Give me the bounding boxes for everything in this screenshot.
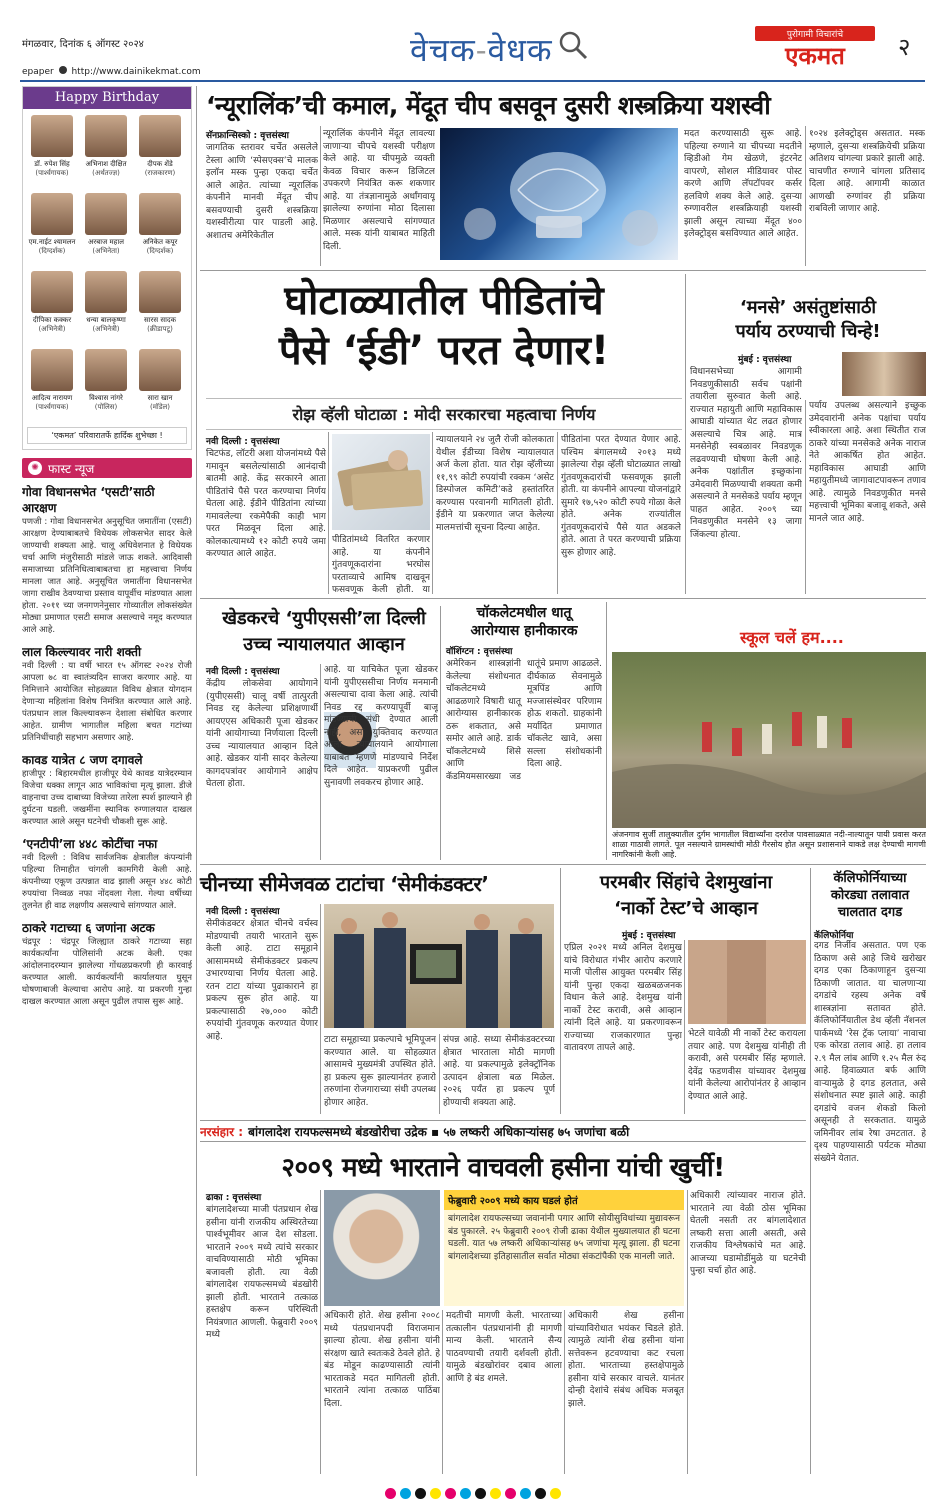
chocolate-body: अमेरिकन शास्त्रज्ञांनी केलेल्या संशोधनात चॉकलेटमध्ये आढळणारे विषारी धातू आरोग्यास हानीकारक ठरू शकतात, असे समोर आले आहे. डार्क चॉकलेटमध्ये शिसे आणि कॅडमियमसारख्या जड धातूंचे प्रमाण आढळले. दीर्घकाळ सेवनामुळे मूत्रपिंड आणि मज्जासंस्थेवर परिणाम होऊ शकतो. ग्राहकांनी मर्यादित प्रमाणात चॉकलेट खावे, असा सल्ला संशोधकांनी दिला आहे.: [446, 659, 602, 782]
birthday-name: सारस सादक: [143, 316, 176, 324]
tata-col3: संपन्न आहे. सध्या सेमीकंडक्टरच्या क्षेत्रात भारताला मोठी मागणी आहे. या प्रकल्पामुळे इलेक्ट्रॉनिक उत्पादन क्षेत्राला बळ मिळेल. २०२६ पर्यंत हा प्रकल्प पूर्ण होण्याची शक्यता आहे.: [443, 1035, 555, 1108]
ed-col4: पीडितांना परत देण्यात येणार आहे. पश्चिम बंगालमध्ये २०१३ मध्ये झालेल्या रोझ व्हॅली घोटाळ्यात लाखो गुंतवणूकदारांची फसवणूक झाली होती. या कंपनीने आपल्या योजनांद्वारे सुमारे १७,५२० कोटी रुपये गोळा केले होते. अनेक राज्यांतील गुंतवणूकदारांचे पैसे यात अडकले होते. आता ते परत करण्याची प्रक्रिया सुरू होणार आहे.: [561, 435, 681, 558]
section-title-b: वेधक: [487, 31, 553, 69]
banner-kicker: नरसंहार :: [200, 1125, 244, 1139]
fast-news-item-body: चंद्रपूर : चंद्रपूर जिल्ह्यात ठाकरे गटाच्या सहा कार्यकर्त्यांना पोलिसांनी अटक केली. एका आंदोलनादरम्यान झालेल्या गोंधळप्रकरणी ही कारवाई करण्यात आली. कार्यकर्त्यांनी कार्यालयात घुसून घोषणाबाजी केल्याचा आरोप आहे. या प्रकरणी गुन्हा दाखल करण्यात आला असून पुढील तपास सुरू आहे.: [22, 937, 192, 1007]
fast-news-header: [22, 458, 192, 478]
manse-col1: विधानसभेच्या आगामी निवडणुकीसाठी सर्वच पक्षांनी तयारीला सुरुवात केली आहे. राज्यात महायुती आणि महाविकास आघाडी यांच्यात थेट लढत होणार असल्याचे चित्र आहे. मात्र मनसेनेही स्वबळावर निवडणूक लढवण्याची घोषणा केली आहे. अनेक पक्षांतील इच्छुकांना उमेदवारी मिळण्याची शक्यता कमी असल्याने ते मनसेकडे पर्याय म्हणून पाहत आहेत. २००९ च्या निवडणुकीत मनसेने १३ जागा जिंकल्या होत्या.: [690, 367, 802, 540]
birthday-name: अभिनाश दीक्षित: [85, 160, 127, 168]
brand-block: [755, 26, 875, 72]
hasina-col3: मदतीची मागणी केली. भारताच्या तत्कालीन पंतप्रधानांनी ही मागणी मान्य केली. भारताने सैन्य पाठवण्याची तयारी दर्शवली होती. यामुळे बंडखोरांवर दबाव आला आणि हे बंड शमले.: [446, 1311, 562, 1384]
fast-news-item-head: गोवा विधानसभेत ‘एसटी’साठी आरक्षण: [22, 485, 155, 515]
brain-chip-image: [440, 128, 678, 260]
birthday-role: (अभिनेता): [92, 247, 120, 255]
hasina-box-title: फेब्रुवारी २००९ मध्ये काय घडलं होतं: [444, 1190, 684, 1210]
khedkar-headline: [206, 606, 442, 658]
california-headline: [814, 870, 926, 921]
birthday-card: [135, 349, 185, 425]
registration-dot: [430, 1488, 441, 1499]
manse-headline-line1: ‘मनसे’ असंतुष्टांसाठी: [739, 297, 877, 318]
globe-icon: [59, 66, 67, 74]
fast-news-title: फास्ट न्यूज: [48, 462, 95, 476]
banner-text: बांगलादेश रायफल्समध्ये बंडखोरीचा उद्रेक ▪ ५७ लष्करी अधिकाऱ्यांसह ७५ जणांचा बळी: [248, 1125, 630, 1139]
california-headline-line3: चालतात दगड: [837, 905, 903, 920]
ed-headline-line2: पैसे ‘ईडी’ परत देणार!: [278, 328, 610, 374]
masthead-date: मंगळवार, दिनांक ६ ऑगस्ट २०२४: [22, 39, 144, 50]
fast-news-list: [22, 484, 192, 1474]
khedkar-dateline: नवी दिल्ली : वृत्तसंस्था: [206, 667, 280, 677]
ed-headline-line1: घोटाळ्यातील पीडितांचे: [284, 278, 604, 324]
section-title-a: वेचक: [410, 31, 476, 69]
birthday-role: (पार्श्वगायक): [35, 403, 69, 411]
neuralink-col2: न्यूरालिंक कंपनीने मेंदूत लावल्या जाणाऱ्या चीपचे यशस्वी परीक्षण केले आहे. या चीपमुळे व्यक्ती केवळ विचार करून डिजिटल उपकरणे नियंत्रित करू शकणार आहे. या तंत्रज्ञानामुळे अर्धांगवायू झालेल्या रुग्णांना मोठा दिलासा मिळणार असल्याचे सांगण्यात आले. मस्क यांनी याबाबत माहिती दिली.: [323, 129, 435, 252]
parambir-headline-line1: परमबीर सिंहांचे देशमुखांना: [599, 872, 773, 893]
tata-col1: सेमीकंडक्टर क्षेत्रात चीनचे वर्चस्व मोडण्याची तयारी भारताने सुरू केली आहे. टाटा समूहाने आसाममध्ये सेमीकंडक्टर प्रकल्प उभारण्याचा निर्णय घेतला आहे. रतन टाटा यांच्या पुढाकाराने हा प्रकल्प सुरू होत आहे. या प्रकल्पासाठी २७,००० कोटी रुपयांची गुंतवणूक करण्यात येणार आहे.: [206, 919, 318, 1042]
birthday-card: [81, 115, 131, 191]
registration-dot: [400, 1488, 411, 1499]
hasina-col5: अधिकारी त्यांच्यावर नाराज होते. भारताने त्या वेळी ठोस भूमिका घेतली नसती तर बांगलादेशात लष्करी सत्ता आली असती, असे राजकीय विश्लेषकांचे मत आहे. आजच्या घडामोडींमुळे या घटनेची पुन्हा चर्चा होत आहे.: [690, 1191, 806, 1276]
registration-dot: [460, 1488, 471, 1499]
birthday-role: (पार्श्वगायक): [35, 169, 69, 177]
birthday-photo: [85, 271, 127, 313]
fast-news-item-head: ‘एनटीपी’ला ४४८ कोटींचा नफा: [22, 837, 158, 851]
fast-news-item-head: ठाकरे गटाच्या ६ जणांना अटक: [22, 921, 155, 935]
chocolate-dateline: वॉशिंग्टन : वृत्तसंस्था: [446, 647, 513, 657]
birthday-photo: [31, 193, 73, 235]
fast-news-item: [22, 644, 192, 744]
chocolate-headline: [446, 604, 602, 640]
birthday-card: [81, 349, 131, 425]
currency-image: [332, 434, 430, 530]
parambir-col2: भेटले यावेळी मी नार्को टेस्ट करायला तयार आहे. पण देशमुख यांनीही ती करावी, असे परमबीर सिंह म्हणाले. देवेंद्र फडणवीस यांच्यावर देशमुख यांनी केलेल्या आरोपांनंतर हे आव्हान देण्यात आले आहे.: [688, 1029, 806, 1102]
birthday-card: [27, 349, 77, 425]
fast-news-item: [22, 836, 192, 912]
school-caption: अंजनगाव सुर्जी तालुक्यातील दुर्गम भागातील विद्यार्थ्यांना दररोज पावसाळ्यात नदी-नाल्यातून पायी प्रवास करत शाळा गाठावी लागते. पूल नसल्याने ग्रामस्थांची मोठी गैरसोय होत असून प्रशासनाने याकडे लक्ष देण्याची मागणी नागरिकांनी केली आहे.: [612, 830, 926, 859]
california-headline-line2: कोरड्या तलावात: [830, 888, 910, 903]
parambir-col1: एप्रिल २०२१ मध्ये अनिल देशमुख यांचे विरोधात गंभीर आरोप करणारे माजी पोलीस आयुक्त परमबीर सिंह यांनी पुन्हा एकदा खळबळजनक विधान केले आहे. देशमुख यांनी नार्को टेस्ट करावी, असे आव्हान त्यांनी दिले आहे. या प्रकरणावरून राज्याच्या राजकारणात पुन्हा वातावरण तापले आहे.: [564, 943, 682, 1053]
ed-subheadline: रोझ व्हॅली घोटाळा : मोदी सरकारचा महत्वाचा निर्णय: [206, 398, 682, 430]
epaper-line[interactable]: [22, 66, 201, 77]
khedkar-headline-line1: खेडकरचे ‘युपीएससी’ला दिल्ली: [222, 608, 426, 629]
manse-headline-line2: पर्याय ठरण्याची चिन्हे!: [735, 321, 881, 342]
registration-dot: [505, 1488, 516, 1499]
birthday-photo: [31, 115, 73, 157]
politicians-image: [842, 352, 926, 396]
fast-news-item: [22, 752, 192, 828]
registration-dot: [550, 1488, 561, 1499]
tata-col2: टाटा समूहाच्या प्रकल्पाचे भूमिपूजन करण्यात आले. या सोहळ्यात आसामचे मुख्यमंत्री उपस्थित होते. हा प्रकल्प सुरू झाल्यानंतर हजारो तरुणांना रोजगाराच्या संधी उपलब्ध होणार आहेत.: [324, 1035, 436, 1108]
birthday-name: आदित्य नारायण: [31, 394, 73, 402]
brand-name: एकमत: [785, 42, 845, 70]
fast-news-item-head: लाल किल्ल्यावर नारी शक्ती: [22, 645, 142, 659]
california-dateline: कॅलिफोर्निया: [814, 931, 854, 941]
birthday-grid: [27, 115, 187, 415]
neuralink-headline: ‘न्यूरालिंक’ची कमाल, मेंदूत चीप बसवून दुसरी शस्त्रक्रिया यशस्वी: [206, 91, 771, 120]
tata-dateline: नवी दिल्ली : वृत्तसंस्था: [206, 907, 280, 917]
hasina-headline: २००९ मध्ये भारताने वाचवली हसीना यांची खुर्ची!: [281, 1153, 725, 1183]
birthday-photo: [139, 115, 181, 157]
birthday-photo: [139, 271, 181, 313]
california-body: दगड निर्जीव असतात. पण एक ठिकाण असे आहे जिथे खरोखर दगड एका ठिकाणाहून दुसऱ्या ठिकाणी जातात. या चालणाऱ्या दगडांचे रहस्य अनेक वर्षे शास्त्रज्ञांना सतावत होते. कॅलिफोर्नियातील डेथ व्हॅली नॅशनल पार्कमध्ये ‘रेस ट्रॅक प्लाया’ नावाचा एक कोरडा तलाव आहे. हा तलाव २.९ मैल लांब आणि १.२५ मैल रुंद आहे. हिवाळ्यात बर्फ आणि वाऱ्यामुळे हे दगड हलतात, असे संशोधनात स्पष्ट झाले आहे. काही दगडांचे वजन शेकडो किलो असूनही ते सरकतात. यामुळे जमिनीवर लांब रेषा उमटतात. हे दृश्य पाहण्यासाठी पर्यटक मोठ्या संख्येने येतात.: [814, 941, 926, 1164]
parambir-headline: [564, 870, 808, 922]
manse-dateline: मुंबई : वृत्तसंस्था: [738, 355, 792, 365]
birthday-photo: [31, 271, 73, 313]
khedkar-headline-line2: उच्च न्यायालयात आव्हान: [243, 634, 405, 655]
fast-news-item: [22, 920, 192, 1008]
birthday-photo: [85, 349, 127, 391]
birthday-role: (मॉडेल): [150, 403, 170, 411]
brand-tagline: पुरोगामी विचारांचे: [755, 26, 875, 41]
section-title: वेचक-वेधक: [410, 31, 553, 69]
narsanhar-banner: [200, 1120, 806, 1142]
fast-news-item-body: हाजीपूर : बिहारमधील हाजीपूर येथे कावड यात्रेदरम्यान विजेचा धक्का लागून आठ भाविकांचा मृत्यू झाला. डीजे वाहनाचा उच्च दाबाच्या विजेच्या तारेला स्पर्श झाल्याने ही दुर्घटना घडली. जखमींना स्थानिक रुग्णालयात दाखल करण्यात आले असून घटनेची चौकशी सुरू आहे.: [22, 769, 192, 827]
birthday-name: डॉ. रुपेश सिंह: [34, 160, 70, 168]
color-registration-strip: [0, 1484, 945, 1498]
neuralink-col4: १०२४ इलेक्ट्रोड्‌स असतात. मस्क म्हणाले, दुसऱ्या शस्त्रक्रियेची प्रक्रिया अतिशय चांगल्या प्रकारे झाली आहे. चाचणीत रुग्णाने चांगला प्रतिसाद दिला आहे. आगामी काळात आणखी रुग्णांवर ही प्रक्रिया राबविली जाणार आहे.: [809, 129, 925, 214]
birthday-role: (दिग्दर्शक): [146, 247, 174, 255]
hasina-dateline: ढाका : वृत्तसंस्था: [206, 1193, 262, 1203]
registration-dot: [490, 1488, 501, 1499]
fast-news-item-body: पणजी : गोवा विधानसभेत अनुसूचित जमातींना (एसटी) आरक्षण देण्याबाबतचे विधेयक लोकसभेत सादर केले जाण्याची शक्यता आहे. चालू अधिवेशनात हे विधेयक चर्चा आणि मंजुरीसाठी मांडले जाऊ शकते. आदिवासी समाजाच्या प्रतिनिधित्वाबाबतचा हा महत्त्वाचा निर्णय मानला जात आहे. अनुसूचित जमातींना विधानसभेत जागा राखीव ठेवण्याचा प्रस्ताव यापूर्वीच मांडण्यात आला होता. २०११ च्या जनगणनेनुसार गोव्यातील लोकसंख्येत मोठ्या प्रमाणात एसटी समाज असल्याचे नमूद करण्यात आले आहे.: [22, 517, 192, 635]
birthday-photo: [85, 193, 127, 235]
hasina-box-text: बांगलादेश रायफल्सच्या जवानांनी पगार आणि सोयीसुविधांच्या मुद्यावरून बंड पुकारले. २५ फेब्रुवारी २००९ रोजी ढाका येथील मुख्यालयात ही घटना घडली. यात ५७ लष्करी अधिकाऱ्यांसह ७५ जणांचा मृत्यू झाला. ही घटना बांगलादेशच्या इतिहासातील सर्वात मोठ्या संकटांपैकी एक मानली जाते.: [448, 1214, 680, 1262]
neuralink-dateline: सॅनफ्रान्सिस्को : वृत्तसंस्था: [206, 131, 289, 141]
birthday-card: [81, 271, 131, 347]
birthday-box: [22, 86, 192, 450]
ed-headline: [206, 276, 682, 376]
hasina-photo: [324, 1190, 440, 1306]
ed-dateline: नवी दिल्ली : वृत्तसंस्था: [206, 437, 280, 447]
birthday-role: (राजकारण): [144, 169, 176, 177]
fast-news-item-body: नवी दिल्ली : विविध सार्वजनिक क्षेत्रातील कंपन्यांनी पहिल्या तिमाहीत चांगली कामगिरी केली आहे. कंपनीच्या एकूण उत्पन्नात वाढ झाली असून ४४८ कोटी रुपयांचा निव्वळ नफा नोंदवला गेला. गेल्या वर्षीच्या तुलनेत ही वाढ लक्षणीय असल्याचे सांगण्यात आले.: [22, 853, 192, 911]
registration-dot: [415, 1488, 426, 1499]
birthday-name: अनिकेत कपूर: [142, 238, 178, 246]
tata-headline: चीनच्या सीमेजवळ टाटांचा ‘सेमीकंडक्टर’: [200, 872, 489, 896]
birthday-title: Happy Birthday: [23, 87, 191, 109]
birthday-card: [27, 271, 77, 347]
birthday-photo: [139, 349, 181, 391]
hasina-col2: अधिकारी होते. शेख हसीना २००८ मध्ये पंतप्रधानपदी विराजमान झाल्या होत्या. शेख हसीना यांनी संरक्षण खाते स्वतःकडे ठेवले होते. हे बंड मोडून काढण्यासाठी त्यांनी भारताकडे मदत मागितली होती. भारताने त्यांना तत्काळ पाठिंबा दिला.: [324, 1311, 440, 1409]
ed-col1: चिटफंड, लॉटरी अशा योजनांमध्ये पैसे गमावून बसलेल्यांसाठी आनंदाची बातमी आहे. केंद्र सरकारने आता पीडितांचे पैसे परत करण्याचा निर्णय घेतला आहे. ईडीने पीडितांना त्यांच्या गमावलेल्या रकमेपैकी काही भाग परत मिळवून दिला आहे. कोलकात्यामध्ये १२ कोटी रुपये जमा करण्यात आले आहेत.: [206, 449, 326, 559]
manse-headline: [690, 296, 926, 344]
birthday-role: (अर्थतज्ज्ञ): [92, 169, 120, 177]
birthday-name: धन्या बालकृष्णा: [86, 316, 126, 324]
neuralink-col3: मदत करण्यासाठी सुरू आहे. पहिल्या रुग्णाने या चीपच्या मदतीने व्हिडीओ गेम खेळणे, इंटरनेट वापरणे, सोशल मीडियावर पोस्ट करणे आणि लॅपटॉपवर कर्सर हलविणे शक्य केले आहे. दुसऱ्या रुग्णावरील शस्त्रक्रियाही यशस्वी झाली असून त्याच्या मेंदूत ४०० इलेक्ट्रोड्‌स बसविण्यात आले आहेत.: [684, 129, 802, 239]
fast-news-item-body: नवी दिल्ली : या वर्षी भारत १५ ऑगस्ट २०२४ रोजी आपला ७८ वा स्वातंत्र्यदिन साजरा करणार आहे. या निमित्ताने आयोजित सोहळ्यात विविध क्षेत्रात योगदान देणाऱ्या महिलांना विशेष निमंत्रित करण्यात आले आहे. पंतप्रधान लाल किल्ल्यावरून देशाला संबोधित करणार आहेत. ग्रामीण भागातील महिला बचत गटांच्या प्रतिनिधींचाही सहभाग असणार आहे.: [22, 661, 192, 743]
birthday-photo: [139, 193, 181, 235]
manse-col2: पर्याय उपलब्ध असल्याने इच्छुक उमेदवारांनी अनेक पक्षांचा पर्याय स्वीकारला आहे. अशा स्थितीत राज ठाकरे यांच्या मनसेकडे अनेक नाराज नेते आकर्षित होत आहेत. महाविकास आघाडी आणि महायुतीमध्ये जागावाटपावरून तणाव आहे. त्यामुळे निवडणुकीत मनसे महत्त्वाची भूमिका बजावू शकते, असे मानले जात आहे.: [809, 401, 926, 524]
birthday-role: (पोलिस): [94, 403, 118, 411]
hasina-col4: अधिकारी शेख हसीना यांच्याविरोधात भयंकर चिडले होते. त्यामुळे त्यांनी शेख हसीना यांना सत्तेवरून हटवण्याचा कट रचला होता. भारताच्या हस्तक्षेपामुळे हसीना यांचे सरकार वाचले. यानंतर दोन्ही देशांचे संबंध अधिक मजबूत झाले.: [568, 1311, 684, 1409]
epaper-label: epaper: [22, 67, 54, 77]
masthead: [0, 0, 945, 90]
birthday-photo: [31, 349, 73, 391]
khedkar-col1: केंद्रीय लोकसेवा आयोगाने (युपीएससी) चालू वर्षी तात्पुरती निवड रद्द केलेल्या प्रशिक्षणार्थी आयएएस अधिकारी पूजा खेडकर यांनी आयोगाच्या निर्णयाला दिल्ली उच्च न्यायालयात आव्हान दिले आहे. खेडकर यांनी सादर केलेल्या कागदपत्रांवर आयोगाने आक्षेप घेतला होता.: [206, 679, 318, 789]
birthday-name: एम.नाईट श्यामलन: [28, 238, 76, 246]
magnifier-icon: [558, 30, 588, 60]
birthday-name: विश्वास नांगरे: [89, 394, 123, 402]
school-children-image: [612, 652, 926, 828]
parambir-headline-line2: ‘नार्को टेस्ट’चे आव्हान: [614, 898, 758, 919]
birthday-card: [135, 193, 185, 269]
birthday-name: सारा खान: [147, 394, 173, 402]
birthday-card: [135, 115, 185, 191]
registration-dot: [475, 1488, 486, 1499]
birthday-card: [135, 271, 185, 347]
tata-event-image: [324, 904, 554, 1028]
chocolate-headline-line1: चॉकलेटमधील धातू: [476, 605, 572, 621]
registration-dot: [445, 1488, 456, 1499]
birthday-wishes: ‘एकमत’ परिवारातर्फे हार्दिक शुभेच्छा !: [27, 427, 187, 444]
chocolate-headline-line2: आरोग्यास हानीकारक: [470, 623, 578, 639]
birthday-name: अरबाज महाल: [88, 238, 124, 246]
birthday-card: [27, 193, 77, 269]
birthday-name: दीपिका कक्कर: [32, 316, 72, 324]
birthday-name: दीपक शेंडे: [147, 160, 173, 168]
khedkar-col2: आहे. या याचिकेत पूजा खेडकर यांनी युपीएससीचा निर्णय मनमानी असल्याचा दावा केला आहे. त्यांची निवड रद्द करण्यापूर्वी बाजू मांडण्याची संधी देण्यात आली नाही, असा युक्तिवाद करण्यात आला. न्यायालयाने आयोगाला याबाबत म्हणणे मांडण्याचे निर्देश दिले आहेत. याप्रकरणी पुढील सुनावणी लवकरच होणार आहे.: [324, 665, 438, 788]
fast-news-item-head: कावड यात्रेत ८ जण दगावले: [22, 753, 143, 767]
page-number: २: [898, 33, 911, 61]
hasina-box: [444, 1190, 684, 1306]
birthday-card: [27, 115, 77, 191]
fast-news-item: [22, 484, 192, 636]
parambir-dateline: मुंबई : वृत्तसंस्था: [622, 931, 676, 941]
birthday-role: (दिग्दर्शक): [38, 247, 66, 255]
school-title: स्कूल चलें हम....: [740, 628, 844, 647]
birthday-role: (अभिनेत्री): [92, 325, 120, 333]
registration-dot: [520, 1488, 531, 1499]
birthday-role: (क्रीडापटू): [147, 325, 173, 333]
ed-col2: पीडितांमध्ये वितरित करणार आहे. या कंपनीने गुंतवणूकदारांना भरघोस परताव्याचे आमिष दाखवून फसवणूक केली होती. या: [332, 535, 430, 594]
ed-col3: न्यायालयाने २४ जुलै रोजी कोलकाता येथील ईडीच्या विशेष न्यायालयात अर्ज केला होता. यात रोझ व्हॅलीच्या ११,९९ कोटी रुपयांची रक्कम ‘असेट डिस्पोजल कमिटी’कडे हस्तांतरित करण्यास परवानगी मागितली होती. ईडीने या प्रकरणात जप्त केलेल्या मालमत्तांची सूचना दिल्या आहेत.: [436, 435, 554, 533]
hasina-col1: बांगलादेशच्या माजी पंतप्रधान शेख हसीना यांनी राजकीय अस्थिरतेच्या पार्श्वभूमीवर आज देश सोडला. भारताने २००९ मध्ये त्यांचे सरकार वाचविण्यासाठी मोठी भूमिका बजावली होती. त्या वेळी बांगलादेश रायफल्समध्ये बंडखोरी झाली होती. भारताने तत्काळ हस्तक्षेप करून परिस्थिती नियंत्रणात आणली. फेब्रुवारी २००९ मध्ये: [206, 1205, 318, 1340]
parambir-photos: [688, 940, 806, 1024]
birthday-role: (अभिनेत्री): [38, 325, 66, 333]
epaper-url[interactable]: http://www.dainikekmat.com: [71, 67, 201, 77]
birthday-photo: [85, 115, 127, 157]
birthday-card: [81, 193, 131, 269]
california-headline-line1: कॅलिफोर्नियाच्या: [833, 871, 907, 886]
registration-dot: [385, 1488, 396, 1499]
bolt-icon: ✺: [28, 461, 42, 475]
neuralink-col1: जागतिक स्तरावर चर्चेत असलेले टेस्ला आणि ‘स्पेसएक्स’चे मालक इलॉन मस्क पुन्हा एकदा चर्चेत आले आहेत. त्यांच्या न्यूरालिंक कंपनीने मानवी मेंदूत चीप बसवण्याची दुसरी शस्त्रक्रिया यशस्वीरीत्या पार पाडली आहे. अशातच अमेरिकेतील: [206, 143, 318, 241]
registration-dot: [535, 1488, 546, 1499]
